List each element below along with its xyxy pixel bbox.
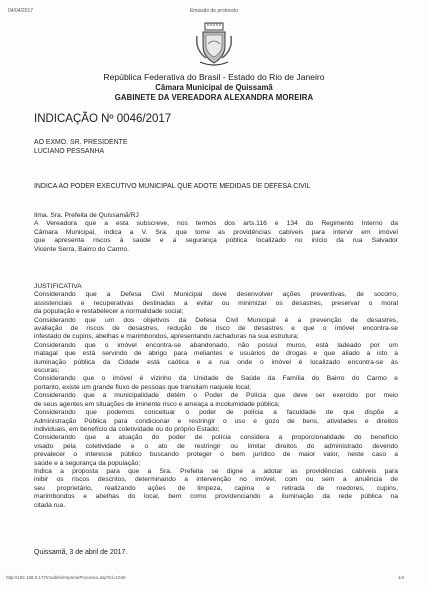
- letterhead-office: GABINETE DA VEREADORA ALEXANDRA MOREIRA: [114, 93, 314, 102]
- intro-line: Vicente Serra, Bairro do Carmo.: [34, 245, 130, 253]
- justification-line: individuais, em benefício da coletividade ou do próprio Estado;: [34, 425, 220, 433]
- justification-line: assistenciais e recuperativas destinadas a evitar ou minimizar os desastres, preservar o moral: [34, 299, 398, 307]
- justification-line: infestado de cupins, abelhas e marimbondos, apresentando rachaduras na sua estrutura;: [34, 333, 299, 341]
- justification-line: avaliação de riscos de desastres, redução de risco de desastres e que o imóvel encontra-se: [34, 325, 398, 333]
- subject-line: INDICA AO PODER EXECUTIVO MUNICIPAL QUE ADOTE MEDIDAS DE DEFESA CIVIL: [34, 183, 311, 190]
- justification-line: iluminação pública da Cidade está caótica e a rua onde o imóvel é localizado encontra-se às: [34, 358, 398, 366]
- justification-line: Considerando que um dos objetivos da Defesa Civil Municipal é a prevenção de desastres,: [34, 316, 398, 324]
- justification-heading: JUSTIFICATIVA: [34, 283, 82, 290]
- intro-line: que apresenta riscos à saúde e a segurança pública localizado no início da rua Salvador: [34, 237, 398, 245]
- justification-line: de seus agentes em situações de iminente risco e ameaça a incolumidade pública;: [34, 400, 280, 408]
- justification-line: matagal que está servindo de abrigo para meliantes e usuários de drogas e que aliado a isto a: [34, 350, 398, 358]
- intro-section: [34, 212, 398, 254]
- justification-line: Considerando que a Defesa Civil Municipal deve desenvolver ações preventivas, de socorro,: [34, 291, 398, 299]
- justification-line: Considerando que a atuação do poder de polícia considera a proporcionalidade do benefício: [34, 434, 398, 442]
- page-number: 1/2: [398, 575, 405, 580]
- print-date: 04/04/2017: [8, 8, 34, 14]
- justification-line: da população e restabelecer a normalidade social;: [34, 308, 184, 316]
- justification-line: seu proprietário, realizando ações de limpeza, capina e retirada de roedores, cupins,: [34, 484, 398, 492]
- letterhead-republic: República Federativa do Brasil - Estado do Rio de Janeiro: [103, 72, 325, 82]
- letterhead-chamber: Câmara Municipal de Quissamã: [155, 83, 273, 92]
- justification-line: visado pela coletividade e o ato de restringir ou limitar direitos do administrado devendo: [34, 442, 398, 450]
- justification-line: Considerando que o imóvel é vizinho da Unidade de Saúde da Família do Bairro do Carmo e: [34, 375, 398, 383]
- addressee-block: [34, 139, 127, 156]
- indication-title: INDICAÇÃO Nº 0046/2017: [34, 113, 172, 125]
- justification-line: marimbondos e abelhas do local, bem como providenciando a iluminação da rede pública na: [34, 493, 398, 501]
- justification-line: inibir os riscos descritos, determinando a intervenção no imóvel, com ou sem a anuência de: [34, 476, 398, 484]
- date-line: Quissamã, 3 de abril de 2017.: [34, 549, 128, 556]
- justification-line: Considerando que podemos conceituar o poder de polícia a faculdade de que dispõe a: [34, 409, 398, 417]
- intro-line: Câmara Municipal, indica a V. Sra. que tome as providências cabíveis para intervir em imóvel: [34, 228, 398, 236]
- justification-line: saúde e a segurança da população;: [34, 459, 141, 467]
- salutation: Ilma. Sra. Prefeita de Quissamã/RJ: [34, 212, 139, 219]
- addressee-line: LUCIANO PESSANHA: [34, 147, 105, 155]
- print-header-title: Emissão de protocolo: [189, 8, 239, 14]
- justification-line: citada rua.: [34, 501, 66, 509]
- justification-line: escuras;: [34, 367, 60, 375]
- footer-url-link[interactable]: http://192.168.0.177/modelo/ImprimeProcesso.asp?id=1040: [6, 575, 126, 580]
- municipal-crest-icon: [194, 22, 234, 68]
- justification-line: Considerando que o imóvel encontra-se abandonado, não possui muros, está ladeado por um: [34, 341, 398, 349]
- justification-line: Administração Pública para condicionar e restringir o uso e gozo de bens, atividades e direitos: [34, 417, 398, 425]
- justification-line: prevalecer o interesse público buscando proteger o bem jurídico de maior valor, neste caso a: [34, 451, 398, 459]
- addressee-line: AO EXMO. SR. PRESIDENTE: [34, 139, 128, 146]
- intro-line: A Vereadora que a esta subscreve, nos termos dos arts.116 e 134 do Regimento Interno da: [34, 220, 398, 228]
- justification-section: [34, 283, 398, 510]
- justification-line: portanto, existe um grande fluxo de pessoas que transitam naquele local;: [34, 383, 252, 391]
- justification-line: Indica a proposta para que a Sra. Prefeita se digne a adotar as providências cabíveis para: [34, 467, 398, 475]
- justification-line: Considerando que a municipalidade detém o Poder de Polícia que deve ser exercido por meio: [34, 392, 398, 400]
